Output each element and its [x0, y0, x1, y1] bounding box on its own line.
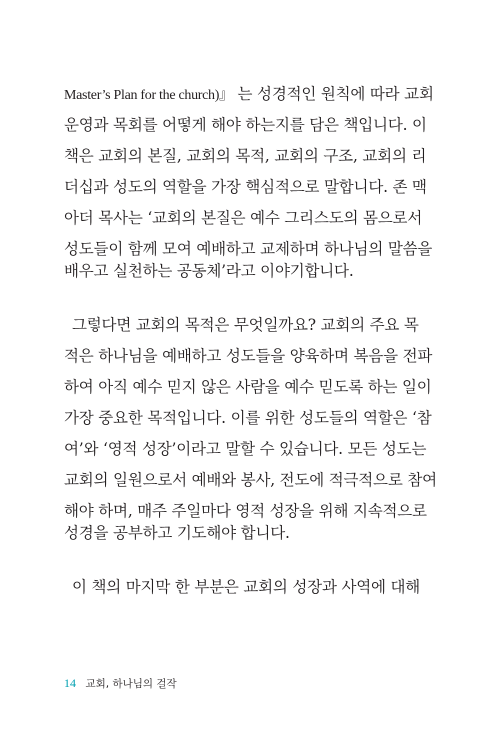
text-line-1: [64, 83, 438, 107]
text-line-11: 가장 중요한 목적입니다. 이를 위한 성도들의 역할은 ‘참: [64, 409, 432, 427]
book-title-latin: Master’s Plan for the church)』: [64, 88, 233, 103]
running-title: 교회, 하나님의 걸작: [85, 678, 177, 690]
text-line-7: 배우고 실천하는 공동체’라고 이야기합니다.: [64, 262, 354, 280]
page-footer: [64, 676, 177, 691]
text-line-10: 하여 아직 예수 믿지 않은 사람을 예수 믿도록 하는 일이: [64, 378, 432, 396]
text-line-16: 이 책의 마지막 한 부분은 교회의 성장과 사역에 대해: [72, 578, 421, 596]
text-line-2: 운영과 목회를 어떻게 해야 하는지를 담은 책입니다. 이: [64, 116, 427, 134]
text-line-5: 아더 목사는 ‘교회의 본질은 예수 그리스도의 몸으로서: [64, 209, 423, 227]
text-line-6: 성도들이 함께 모여 예배하고 교제하며 하나님의 말씀을: [64, 240, 433, 258]
text-line-4: 더십과 성도의 역할을 가장 핵심적으로 말합니다. 존 맥: [64, 178, 427, 196]
text-line-9: 적은 하나님을 예배하고 성도들을 양육하며 복음을 전파: [64, 347, 433, 365]
text-line-14: 해야 하며, 매주 주일마다 영적 성장을 위해 지속적으로: [64, 502, 427, 520]
text-line-13: 교회의 일원으로서 예배와 봉사, 전도에 적극적으로 참여: [64, 471, 437, 489]
text-line-1-rest: 는 성경적인 원칙에 따라 교회: [237, 85, 434, 103]
text-line-15: 성경을 공부하고 기도해야 합니다.: [64, 524, 290, 542]
text-line-8: 그렇다면 교회의 목적은 무엇일까요? 교회의 주요 목: [72, 316, 419, 334]
page-number: 14: [64, 676, 76, 690]
text-line-12: 여’와 ‘영적 성장’이라고 말할 수 있습니다. 모든 성도는: [64, 440, 427, 458]
text-line-3: 책은 교회의 본질, 교회의 목적, 교회의 구조, 교회의 리: [64, 147, 427, 165]
